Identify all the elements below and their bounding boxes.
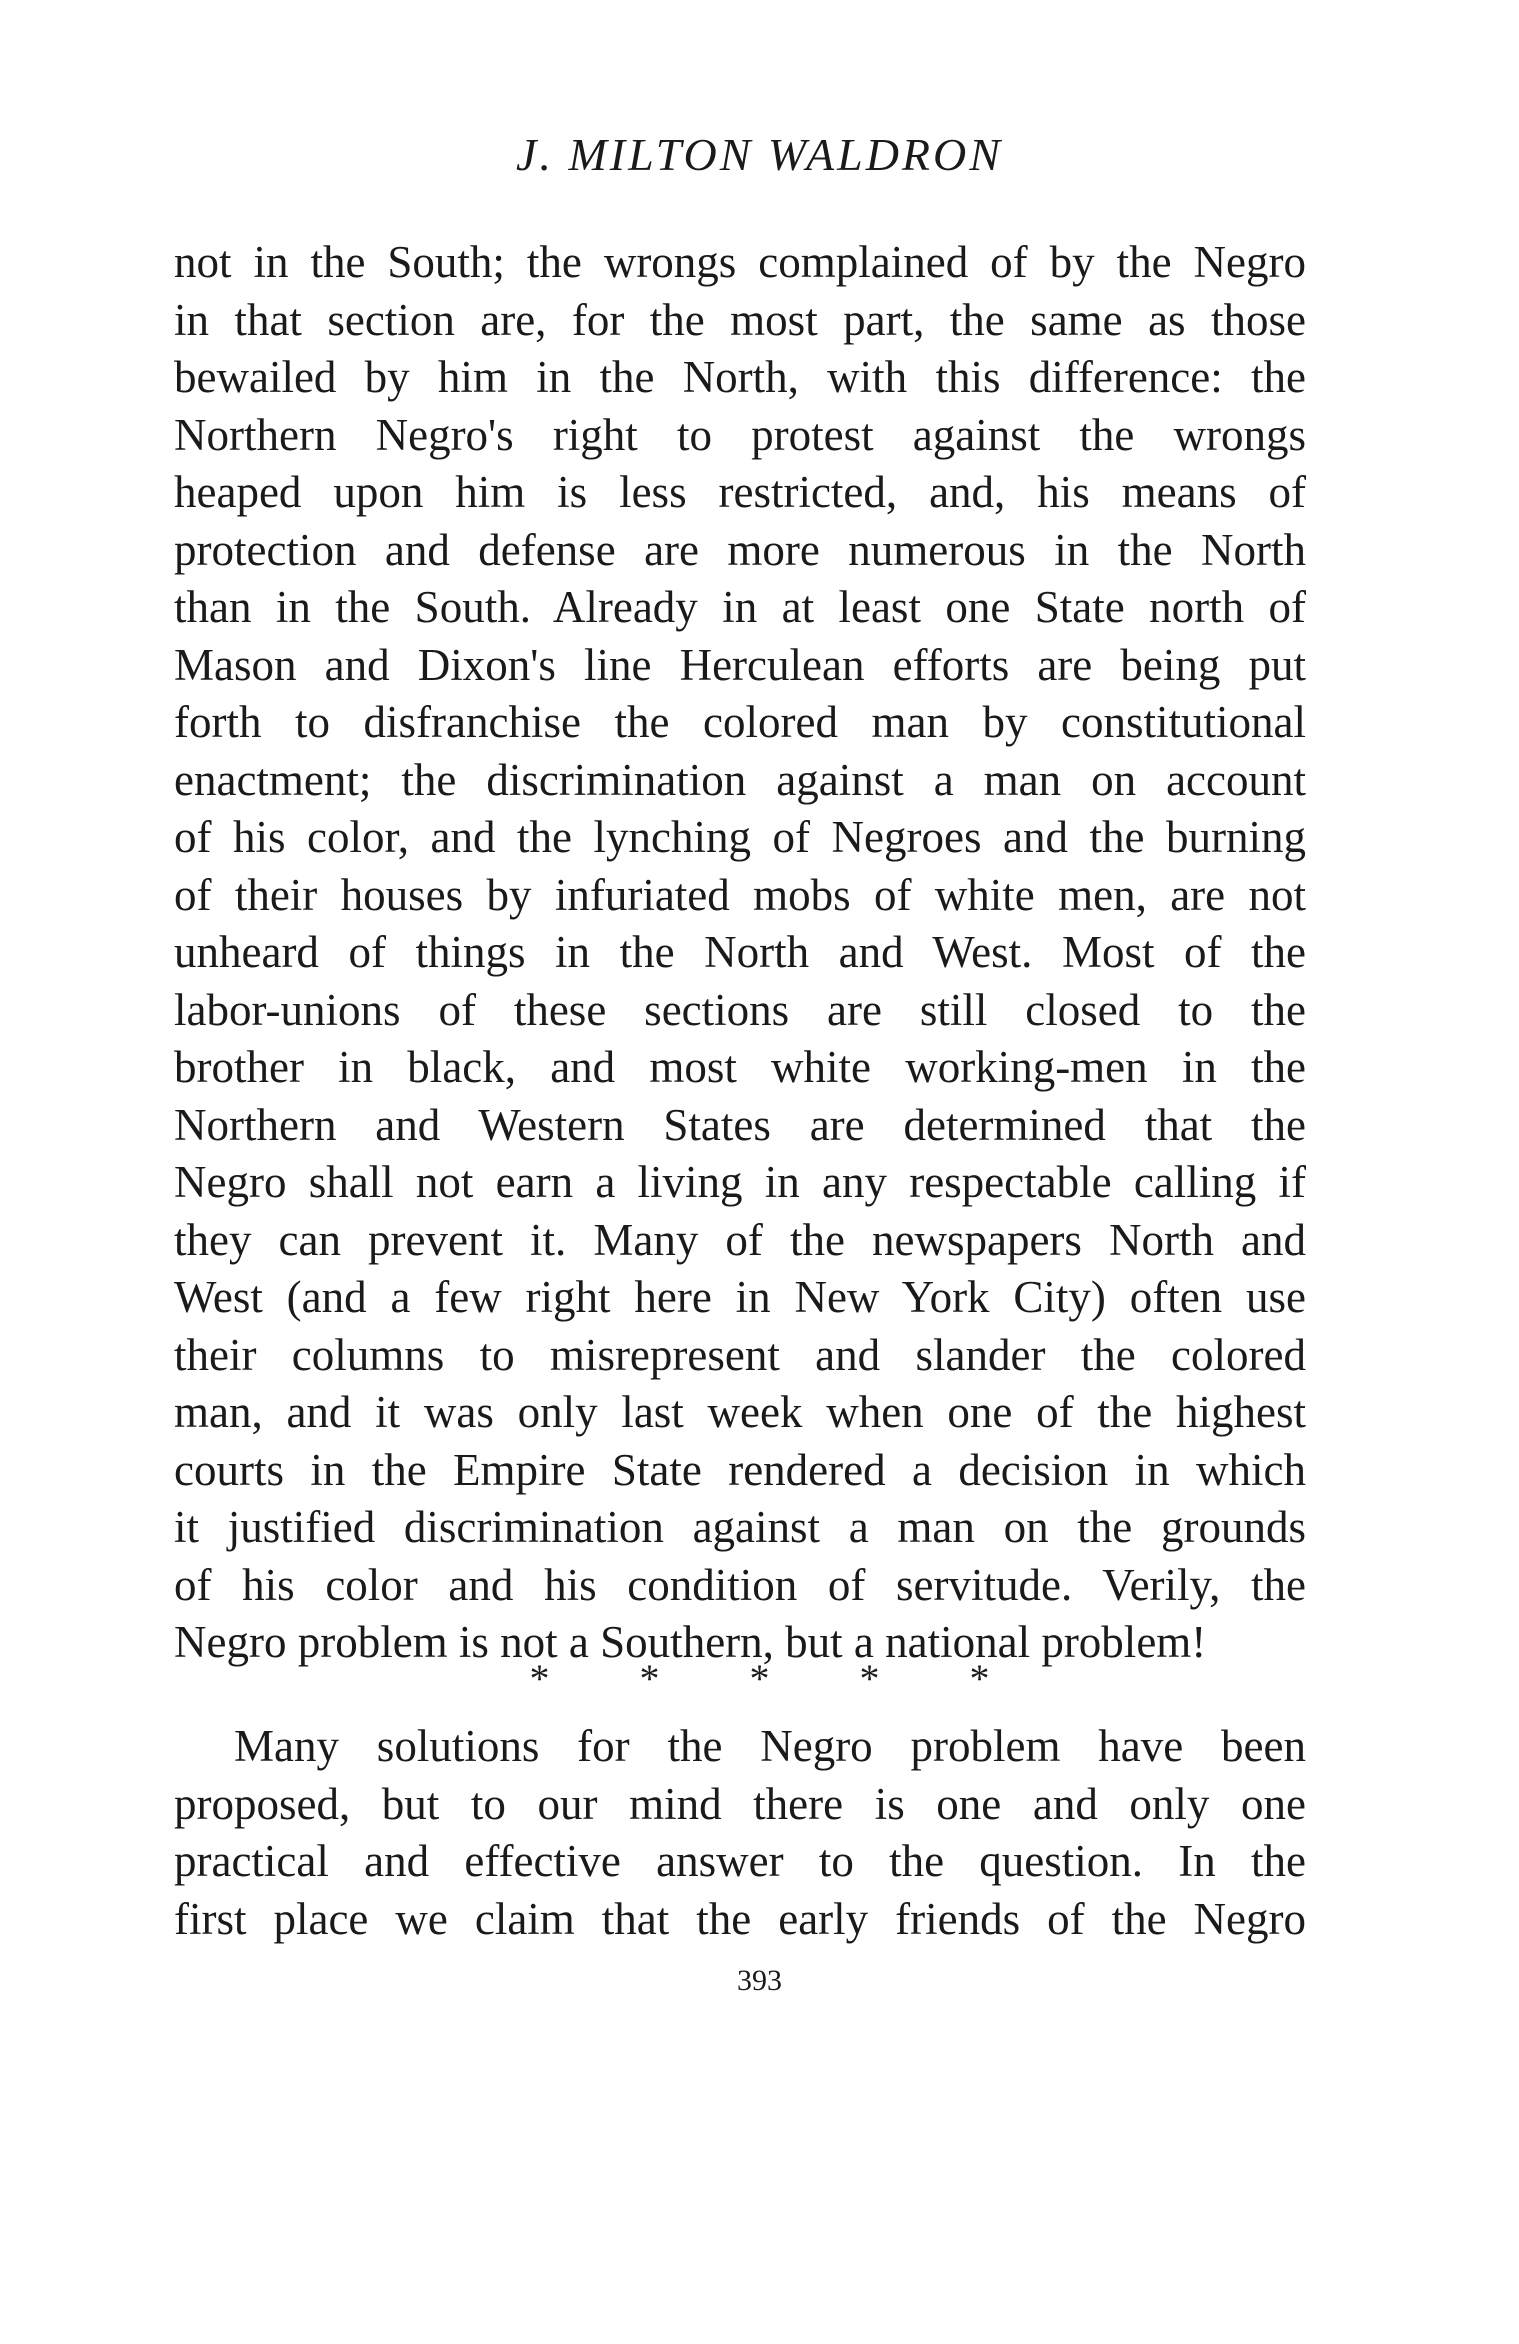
text-line: proposed, but to our mind there is one and only one <box>174 1778 1306 1829</box>
text-line: unheard of things in the North and West. Most of the <box>174 927 1306 977</box>
text-line: brother in black, and most white working-men in the <box>174 1042 1306 1092</box>
text-line: West (and a few right here in New York City) often use <box>174 1272 1306 1322</box>
text-line: protection and defense are more numerous in the North <box>174 524 1306 575</box>
text-line: heaped upon him is less restricted, and, his means of <box>174 467 1306 517</box>
text-line: enactment; the discrimination against a man on account <box>174 754 1306 805</box>
text-line: Northern and Western States are determined that the <box>174 1099 1306 1150</box>
text-line: courts in the Empire State rendered a decision in which <box>174 1444 1306 1495</box>
text-line: practical and effective answer to the question. In the <box>174 1836 1306 1886</box>
text-line: than in the South. Already in at least one State north of <box>174 582 1306 632</box>
text-line: labor-unions of these sections are still closed to the <box>174 984 1306 1035</box>
text-line: of his color and his condition of servitude. Verily, the <box>174 1559 1306 1610</box>
page-number: 393 <box>737 1964 782 1997</box>
paragraph-2 <box>174 1718 1306 1948</box>
text-line: Negro problem is not a Southern, but a national problem! <box>174 1617 1207 1667</box>
text-line: not in the South; the wrongs complained of by the Negro <box>174 237 1306 287</box>
running-head: J. MILTON WALDRON <box>516 129 1003 180</box>
text-line: it justified discrimination against a man on the grounds <box>174 1502 1306 1552</box>
text-line: first place we claim that the early friends of the Negro <box>174 1893 1306 1944</box>
text-line: Negro shall not earn a living in any respectable calling if <box>174 1157 1306 1207</box>
text-line: they can prevent it. Many of the newspapers North and <box>174 1214 1306 1265</box>
text-line: Many solutions for the Negro problem have been <box>234 1721 1306 1771</box>
text-line: Mason and Dixon's line Herculean efforts are being put <box>174 639 1306 690</box>
text-line: man, and it was only last week when one of the highest <box>174 1387 1306 1437</box>
paragraph-1 <box>174 234 1306 1672</box>
section-separator: * * * * * <box>529 1656 1030 1701</box>
text-line: bewailed by him in the North, with this difference: the <box>174 352 1306 402</box>
text-line: of his color, and the lynching of Negroes and the burning <box>174 812 1306 862</box>
text-line: Northern Negro's right to protest against the wrongs <box>174 409 1306 460</box>
text-line: of their houses by infuriated mobs of white men, are not <box>174 869 1306 920</box>
text-line: their columns to misrepresent and slander the colored <box>174 1329 1306 1380</box>
text-line: forth to disfranchise the colored man by constitutional <box>174 697 1306 747</box>
text-line: in that section are, for the most part, the same as those <box>174 294 1306 345</box>
